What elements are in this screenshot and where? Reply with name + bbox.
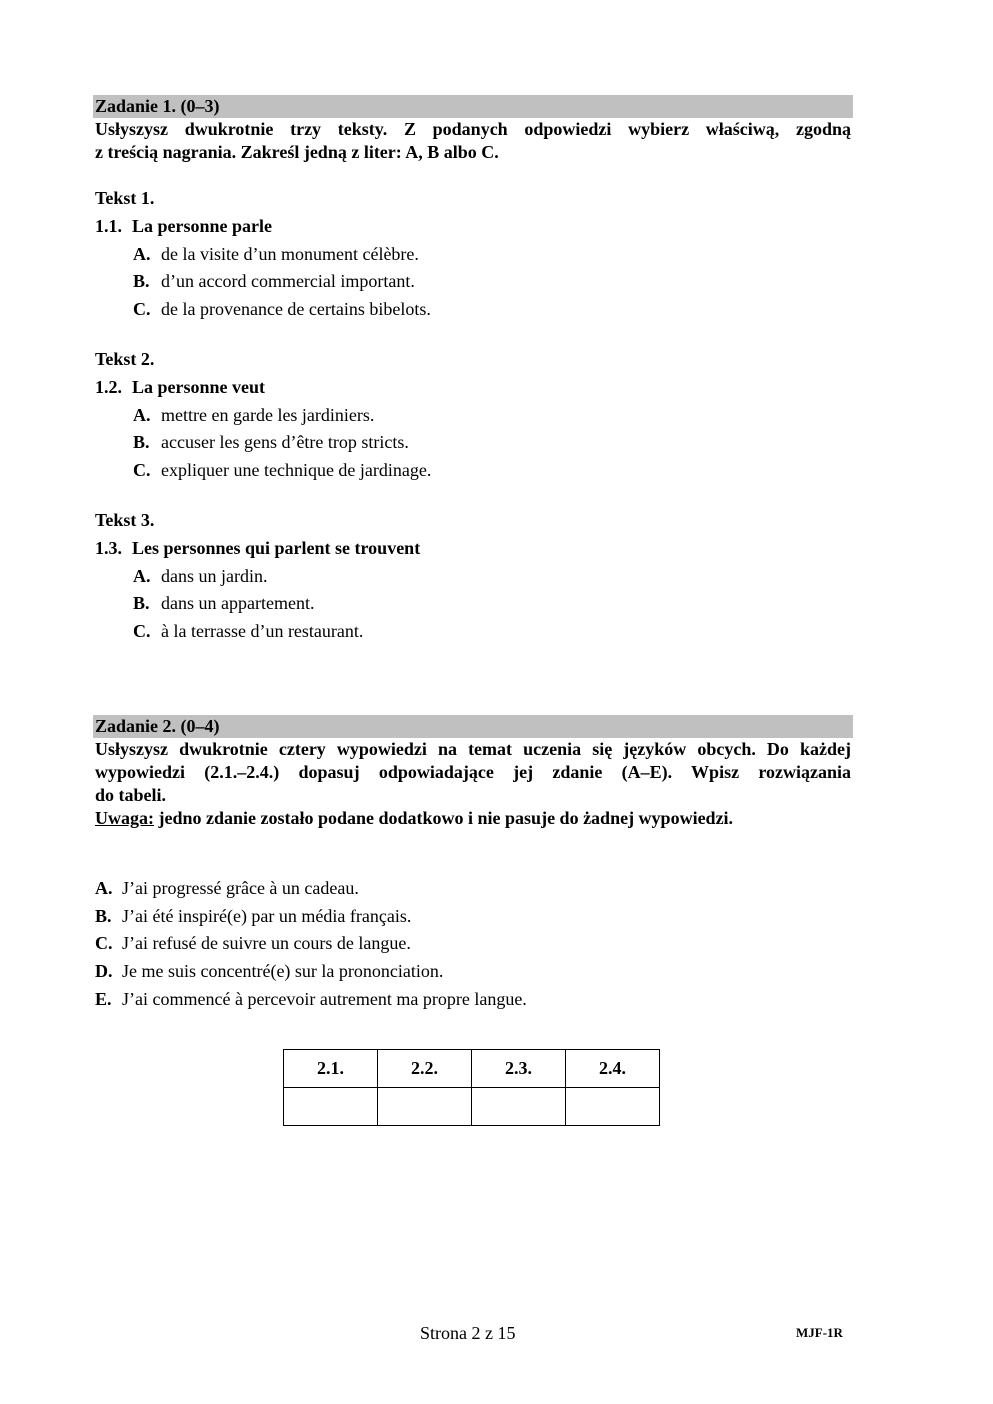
option-text: de la visite d’un monument célèbre.: [161, 244, 419, 264]
answer-option[interactable]: [133, 243, 419, 265]
statement-option: [95, 988, 527, 1010]
statement-option: [95, 877, 359, 899]
question: [95, 215, 272, 237]
note-label: Uwaga:: [95, 808, 154, 828]
text-label: Tekst 3.: [95, 510, 155, 530]
question: [95, 537, 420, 559]
answer-option[interactable]: [133, 270, 415, 292]
statement-option: [95, 932, 411, 954]
statement-option: [95, 905, 411, 927]
answer-option[interactable]: [133, 431, 409, 453]
task2-header: Zadanie 2. (0–4): [93, 715, 853, 738]
option-letter[interactable]: B.: [133, 593, 150, 613]
question-text: La personne parle: [132, 216, 273, 236]
answer-table-header: 2.1.: [284, 1050, 378, 1088]
option-text: d’un accord commercial important.: [161, 271, 415, 291]
task2-instruction-line: wypowiedzi (2.1.–2.4.) dopasuj odpowiadające jej zdanie (A–E). Wpisz rozwiązania: [95, 762, 851, 782]
task1-instruction-line: z treścią nagrania. Zakreśl jedną z liter: A, B albo C.: [95, 142, 499, 162]
question-number: 1.2.: [95, 377, 122, 397]
option-text: J’ai commencé à percevoir autrement ma propre langue.: [122, 989, 527, 1009]
task1-instruction: [95, 118, 851, 164]
option-letter[interactable]: A.: [133, 244, 151, 264]
option-letter: D.: [95, 961, 113, 981]
answer-table: [283, 1049, 660, 1126]
answer-table-header: 2.4.: [566, 1050, 660, 1088]
option-letter[interactable]: A.: [133, 405, 151, 425]
option-letter[interactable]: B.: [133, 271, 150, 291]
answer-option[interactable]: [133, 404, 374, 426]
answer-cell[interactable]: [566, 1088, 660, 1126]
option-text: à la terrasse d’un restaurant.: [161, 621, 364, 641]
option-text: accuser les gens d’être trop stricts.: [161, 432, 409, 452]
option-letter[interactable]: B.: [133, 432, 150, 452]
question-number: 1.1.: [95, 216, 122, 236]
answer-option[interactable]: [133, 592, 314, 614]
answer-option[interactable]: [133, 565, 267, 587]
option-letter: A.: [95, 878, 113, 898]
question: [95, 376, 265, 398]
option-letter[interactable]: A.: [133, 566, 151, 586]
option-text: dans un jardin.: [161, 566, 268, 586]
option-text: dans un appartement.: [161, 593, 315, 613]
option-letter: B.: [95, 906, 112, 926]
option-text: expliquer une technique de jardinage.: [161, 460, 432, 480]
option-text: Je me suis concentré(e) sur la prononciation.: [122, 961, 444, 981]
answer-option[interactable]: [133, 298, 431, 320]
task2-instruction: [95, 738, 851, 830]
option-letter[interactable]: C.: [133, 621, 151, 641]
option-text: mettre en garde les jardiniers.: [161, 405, 375, 425]
option-letter: C.: [95, 933, 113, 953]
note-text: jedno zdanie zostało podane dodatkowo i nie pasuje do żadnej wypowiedzi.: [154, 808, 734, 828]
answer-option[interactable]: [133, 620, 363, 642]
answer-option[interactable]: [133, 459, 431, 481]
statement-option: [95, 960, 443, 982]
exam-code: MJF-1R: [796, 1325, 843, 1340]
answer-cell[interactable]: [472, 1088, 566, 1126]
task2-instruction-line: do tabeli.: [95, 785, 167, 805]
question-number: 1.3.: [95, 538, 122, 558]
answer-table-header: 2.2.: [378, 1050, 472, 1088]
option-text: de la provenance de certains bibelots.: [161, 299, 431, 319]
page-number: Strona 2 z 15: [420, 1323, 516, 1343]
task2-instruction-line: Usłyszysz dwukrotnie cztery wypowiedzi na temat uczenia się języków obcych. Do każdej: [95, 739, 851, 759]
answer-table-input-row: [284, 1088, 660, 1126]
answer-cell[interactable]: [378, 1088, 472, 1126]
answer-table-header: 2.3.: [472, 1050, 566, 1088]
text-label: Tekst 2.: [95, 349, 155, 369]
option-letter[interactable]: C.: [133, 299, 151, 319]
task2-note: [95, 807, 851, 830]
option-text: J’ai refusé de suivre un cours de langue.: [122, 933, 411, 953]
option-text: J’ai été inspiré(e) par un média français.: [122, 906, 412, 926]
task1-header: Zadanie 1. (0–3): [93, 95, 853, 118]
option-letter[interactable]: C.: [133, 460, 151, 480]
answer-table-header-row: [284, 1050, 660, 1088]
task1-instruction-line: Usłyszysz dwukrotnie trzy teksty. Z podanych odpowiedzi wybierz właściwą, zgodną: [95, 119, 851, 139]
question-text: Les personnes qui parlent se trouvent: [132, 538, 421, 558]
answer-cell[interactable]: [284, 1088, 378, 1126]
option-text: J’ai progressé grâce à un cadeau.: [122, 878, 359, 898]
option-letter: E.: [95, 989, 112, 1009]
question-text: La personne veut: [132, 377, 266, 397]
text-label: Tekst 1.: [95, 188, 155, 208]
